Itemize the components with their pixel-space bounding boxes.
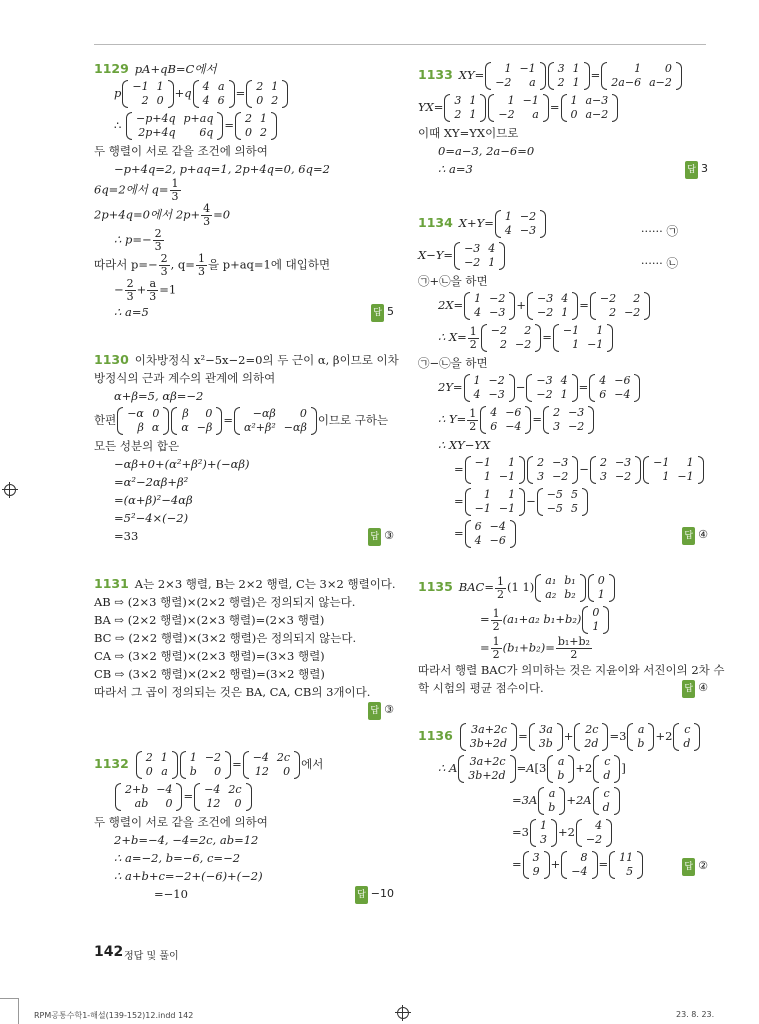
problem-1132: 1132 2 1 0 a 1 −2 b 0 = −4 2c 12 0 에서 2+b −4 ab 0 = −4 2c 12 0 두 행렬이 서로 같을 조건에 의하여 2+b=−4, −4=2c, ab=12 ∴ a=−2, b=−6, c=−2 ∴ a+b+c=−2+(−6)+(−2) =−10 답 −10 [94,749,394,903]
matrix-cell: −1 [132,80,149,93]
left-column [94,60,399,933]
matrix-cell: 4 [474,534,482,547]
matrix-cell: 1 [572,62,580,75]
matrix-cell: 6q [199,126,214,139]
matrix [590,456,641,484]
matrix [547,755,574,783]
matrix-cell: 4 [202,94,210,107]
matrix-cell: 4 [474,306,482,319]
matrix [136,751,178,779]
matrix [464,292,515,320]
matrix [643,456,703,484]
matrix-cell: c [684,723,691,736]
matrix-cell: −2 [490,324,508,337]
matrix [523,851,550,879]
matrix-cell: −4 [204,783,221,796]
matrix-cell: 3a+2c [471,723,508,736]
matrix-cell: a₂ [545,588,557,601]
problem-1136: 1136 3a+2c 3b+2d = 3a 3b + 2c 2d =3 a b +2 c d ∴ A 3a+2c 3b+2d =A[3 a b +2 c d ] =3A a b +2A c d =3 1 3 +2 4 −2 = 3 9 + 8 −4 = 11 5 답 ② [418,723,708,878]
matrix-cell: 3 [553,420,561,433]
problem-number: 1131 [94,576,129,591]
matrix-cell: 1 [483,470,491,483]
matrix-cell: 4 [595,819,603,832]
problem-1131: 1131 A는 2×3 행렬, B는 2×2 행렬, C는 3×2 행렬이다. AB ⇨ (2×3 행렬)×(2×2 행렬)은 정의되지 않는다. BA ⇨ (2×2 행렬)×(2×3 행렬)=(2×3 행렬) BC ⇨ (2×2 행렬)×(3×2 행렬)은 정의되지 않는다. CA ⇨ (3×2 행렬)×(2×3 행렬)=(3×3 행렬) CB ⇨ (3×2 행렬)×(2×2 행렬)=(3×2 행렬) 따라서 그 곱이 정의되는 것은 BA, CA, CB의 3개이다. 답 ③ [94,575,394,719]
matrix-cell: α [151,421,160,434]
matrix-cell: −3 [536,374,553,387]
answer-icon: 답 [371,304,384,322]
matrix [180,751,231,779]
matrix-cell: 3 [539,833,547,846]
matrix-cell: −3 [464,242,481,255]
matrix-cell: a−3 [585,94,609,107]
matrix-cell: −2 [515,338,532,351]
matrix [593,755,620,783]
matrix-cell: 2 [633,292,641,305]
matrix-cell: −2 [624,306,641,319]
crop-mark [18,998,19,1024]
problem-number: 1130 [94,352,129,367]
matrix-cell: 2 [599,456,607,469]
problem-1129: 1129 pA+qB=C에서 p −1 1 2 0 +q 4 a 4 6 = 2 1 0 2 ∴ −p+4q p+aq 2p+4q 6q = 2 1 0 2 두 행렬이 서로 같을 조건에 의하여 −p+4q=2, p+aq=1, 2p+4q=0, 6q=2 6q=2에서 q= $\frac{1}{3}$ 2p+4q=0에서 2p+ $\frac{4}{3}$ =0 ∴ p=− $\frac{2}{3}$ 따라서 p=− $\frac{2}{3}$ , q= $\frac{1}{3}$ 을 p+aq=1에 대입하면 − $\frac{2}{3}$ + $\frac{a}{3}$ =1 ∴ a=5 답 5 [94,60,394,321]
matrix [543,406,594,434]
matrix-cell: −2 [537,306,554,319]
answer-icon: 답 [682,858,695,876]
matrix-cell: 2p+4q [138,126,176,139]
matrix-cell: 4 [490,406,498,419]
matrix-cell: a−2 [585,108,609,121]
fraction: $\frac{a}{3}$ [149,277,157,303]
matrix-cell: 2+b [125,783,149,796]
matrix [194,783,251,811]
problem-number: 1135 [418,579,453,594]
matrix-cell: 1 [572,338,580,351]
matrix [553,324,613,352]
answer-icon: 답 [685,161,698,179]
matrix [593,787,620,815]
matrix [673,723,700,751]
matrix [627,723,654,751]
matrix [574,723,608,751]
matrix-cell: 1 [570,94,578,107]
matrix-cell: −2 [495,76,512,89]
matrix-cell: −1 [498,502,516,515]
answer-icon: 답 [368,528,381,546]
matrix-cell: −6 [614,374,631,387]
answer-badge: 답 −10 [355,885,394,904]
matrix [465,488,525,516]
fraction: $\frac{2}{3}$ [126,277,134,303]
matrix [589,374,640,402]
matrix-cell: 0 [570,108,578,121]
matrix [454,242,505,270]
matrix-cell: 1 [634,62,642,75]
matrix-cell: −3 [537,292,554,305]
matrix-cell: 1 [473,374,481,387]
matrix-cell: 0 [205,407,213,420]
matrix-cell: 0 [245,126,252,139]
matrix-cell: 1 [474,292,482,305]
answer-icon: 답 [355,886,368,904]
matrix [126,112,223,140]
matrix-cell: 2 [245,112,252,125]
matrix-cell: d [603,769,611,782]
matrix-cell: 4 [561,292,569,305]
matrix-cell: 5 [570,502,578,515]
matrix-cell: −1 [562,324,580,337]
matrix [576,819,612,847]
matrix-cell: 0 [664,62,672,75]
matrix-cell: 1 [504,210,512,223]
print-date: 23. 8. 23. [676,1010,715,1019]
matrix-cell: a [161,765,168,778]
matrix-cell: −2 [519,210,537,223]
registration-mark-icon [4,484,16,496]
problem-number: 1134 [418,215,453,230]
matrix-cell: α²+β² [243,421,276,434]
matrix-cell: 8 [580,851,588,864]
problem-1133: 1133 XY= 1 −1 −2 a 3 1 2 1 = 1 0 2a−6 a−2 YX= 3 1 2 1 1 −1 −2 a = 1 a−3 0 a−2 이때 XY=YX이므로 0=a−3, 2a−6=0 ∴ a=3 답 3 [418,60,708,178]
matrix [527,456,578,484]
matrix-cell: b₂ [564,588,576,601]
matrix-cell: b [557,769,565,782]
matrix-cell: 0 [592,606,600,619]
matrix-cell: 1 [561,306,569,319]
matrix-cell: 1 [596,324,604,337]
problem-1130: 1130 이차방정식 x²−5x−2=0의 두 근이 α, β이므로 이차 방정식의 근과 계수의 관계에 의하여 α+β=5, αβ=−2 한편 −α 0 β α β 0 α −β = −αβ 0 α²+β² −αβ 이므로 구하는 모든 성분의 합은 −αβ+0+(α²+β²)+(−αβ) =α²−2αβ+β² =(α+β)²−4αβ =5²−4×(−2) =33 답 ③ [94,351,394,545]
matrix [243,751,300,779]
matrix-cell: −3 [488,388,505,401]
matrix-cell: p+aq [183,112,214,125]
matrix [464,374,515,402]
matrix-cell: 0 [145,765,153,778]
matrix-cell: 2 [500,338,508,351]
matrix-cell: −4 [571,865,588,878]
matrix-cell: 2 [271,94,279,107]
matrix-cell: 2 [557,76,565,89]
matrix [122,80,173,108]
problem-number: 1132 [94,756,129,771]
matrix-cell: c [603,787,610,800]
matrix-cell: 1 [260,112,267,125]
matrix-cell: −2 [552,470,569,483]
matrix-cell: −5 [546,488,563,501]
matrix-cell: 2c [585,723,599,736]
matrix-cell: −3 [519,224,537,237]
matrix-cell: c [604,755,611,768]
matrix-cell: 3 [599,470,607,483]
matrix-cell: 5 [626,865,634,878]
matrix-cell: 1 [469,108,477,121]
matrix-cell: 4 [488,242,496,255]
matrix-cell: 3b+2d [469,737,508,750]
matrix-cell: −2 [498,108,515,121]
answer-badge: 답 ② [682,857,708,876]
matrix-cell: −4 [156,783,173,796]
matrix-cell: 6 [599,388,607,401]
matrix [529,723,563,751]
matrix-cell: −1 [587,338,604,351]
matrix-cell: −2 [489,292,506,305]
matrix-cell: −2 [585,833,603,846]
answer-badge: 답 ④ [682,526,708,545]
matrix [526,374,577,402]
page-number: 142 [94,944,124,960]
fraction: $\frac{4}{3}$ [203,202,211,228]
problem-number: 1129 [94,61,129,76]
matrix-cell: a [548,787,556,800]
fraction: $\frac{2}{3}$ [154,227,162,253]
fraction: $\frac{1}{3}$ [197,252,205,278]
matrix-cell: 4 [599,374,607,387]
right-column [418,60,725,911]
matrix-cell: −β [196,421,213,434]
matrix [495,210,546,238]
matrix-cell: 3 [557,62,565,75]
matrix-cell: 0 [299,407,307,420]
matrix-cell: −4 [505,420,522,433]
matrix-cell: a [529,76,536,89]
matrix-cell: −6 [489,534,506,547]
problem-number: 1133 [418,67,453,82]
matrix-cell: −5 [546,502,563,515]
matrix-cell: 2 [609,306,617,319]
matrix-cell: −2 [488,374,505,387]
matrix-cell: a [218,80,225,93]
matrix-cell: 0 [234,797,242,810]
matrix-cell: 1 [469,94,477,107]
matrix-cell: 1 [592,620,600,633]
matrix-cell: a [557,755,565,768]
matrix-cell: β [182,407,189,420]
matrix-cell: 2 [256,80,264,93]
matrix-cell: b [548,801,556,814]
matrix-cell: 2 [145,751,153,764]
matrix-cell: a [532,108,539,121]
matrix-cell: −2 [536,388,553,401]
matrix-cell: 1 [508,488,516,501]
crop-mark [0,998,18,999]
matrix-cell: 0 [597,574,605,587]
matrix [538,787,565,815]
matrix-cell: −1 [474,502,491,515]
matrix-cell: 9 [532,865,540,878]
matrix [488,94,548,122]
matrix [588,574,615,602]
answer-badge: 답 5 [371,303,394,322]
matrix-cell: 3 [537,470,545,483]
matrix-cell: 2d [584,737,599,750]
footer-label: 정답 및 풀이 [124,951,179,962]
matrix-cell: 2c [276,751,291,764]
matrix [458,755,515,783]
matrix-cell: a₁ [545,574,557,587]
matrix-cell: 4 [473,388,481,401]
matrix-cell: −1 [498,470,516,483]
matrix-cell: 2 [260,126,267,139]
matrix-cell: −3 [489,306,506,319]
matrix-cell: −2 [614,470,632,483]
matrix-cell: 12 [206,797,221,810]
matrix-cell: 12 [254,765,269,778]
matrix-cell: a [637,723,645,736]
matrix-cell: 11 [619,851,634,864]
matrix-cell: a−2 [649,76,672,89]
matrix-cell: 1 [539,819,547,832]
answer-icon: 답 [682,680,695,698]
matrix-cell: 1 [507,94,515,107]
problem-number: 1136 [418,728,453,743]
matrix-cell: b [637,737,645,750]
matrix-cell: 0 [156,94,164,107]
header-rule [94,44,706,45]
matrix-cell: β [137,421,144,434]
matrix-cell: 3a+2c [469,755,506,768]
matrix-cell: b₁ [564,574,576,587]
matrix [561,94,619,122]
matrix-cell: −3 [552,456,569,469]
matrix-cell: 3b+2d [468,769,506,782]
matrix-cell: 2 [454,108,462,121]
matrix-cell: 3 [454,94,462,107]
matrix [548,62,590,90]
matrix [235,112,277,140]
matrix-cell: 4 [560,374,568,387]
matrix-cell: −1 [653,456,670,469]
matrix-cell: 1 [271,80,279,93]
matrix-cell: 1 [508,456,516,469]
answer-badge: 답 ③ [368,701,394,720]
matrix-cell: 1 [156,80,164,93]
matrix-cell: d [602,801,610,814]
matrix-cell: −αβ [283,421,307,434]
matrix [171,407,222,435]
matrix [444,94,486,122]
matrix-cell: 1 [686,456,694,469]
matrix [115,783,182,811]
matrix-cell: −α [127,407,144,420]
matrix-cell: −4 [489,520,506,533]
answer-badge: 답 ④ [682,679,708,698]
answer-badge: 답 3 [685,160,708,179]
matrix-cell: 0 [165,797,173,810]
matrix [609,851,643,879]
registration-mark-icon [397,1007,409,1019]
matrix [234,407,317,435]
matrix [480,406,531,434]
matrix [582,606,609,634]
matrix-cell: 2 [537,456,545,469]
matrix-cell: ab [134,797,149,810]
matrix-cell: −4 [252,751,269,764]
matrix-cell: 1 [189,751,197,764]
matrix [485,62,545,90]
matrix-cell: 1 [488,256,496,269]
matrix-cell: 1 [560,388,568,401]
matrix-cell: −3 [568,406,585,419]
matrix-cell: −1 [519,62,536,75]
matrix-cell: −3 [614,456,632,469]
matrix-cell: 4 [504,224,512,237]
matrix [117,407,169,435]
matrix-cell: 6 [474,520,482,533]
matrix-cell: −2 [568,420,585,433]
matrix-cell: 2 [553,406,561,419]
matrix-cell: −4 [614,388,631,401]
matrix-cell: −p+4q [135,112,176,125]
matrix [561,851,597,879]
matrix-cell: 3b [538,737,553,750]
matrix [465,520,516,548]
fraction: $\frac{2}{3}$ [160,252,168,278]
matrix [246,80,288,108]
matrix [535,574,585,602]
matrix-cell: 2c [228,783,242,796]
matrix-cell: 1 [597,588,605,601]
matrix-cell: d [683,737,691,750]
matrix [481,324,541,352]
matrix [590,292,650,320]
matrix-cell: 3 [532,851,540,864]
matrix [530,819,557,847]
matrix-cell: 5 [570,488,578,501]
matrix-cell: 6 [490,420,498,433]
matrix-cell: 4 [202,80,210,93]
matrix [527,292,578,320]
matrix-cell: α [181,421,189,434]
matrix-cell: −2 [204,751,222,764]
matrix-cell: 1 [662,470,670,483]
matrix-cell: 2a−6 [611,76,642,89]
matrix-cell: 1 [483,488,491,501]
matrix [193,80,235,108]
matrix-cell: 0 [214,765,222,778]
matrix-cell: −6 [505,406,522,419]
matrix-cell: −1 [677,470,694,483]
matrix-cell: 0 [152,407,160,420]
matrix-cell: −1 [474,456,491,469]
matrix-cell: b [189,765,197,778]
matrix-cell: −2 [599,292,617,305]
answer-icon: 답 [682,527,695,545]
problem-1135: 1135 BAC= $\frac{1}{2}$ (1 1) a₁ b₁ a₂ b₂ 0 1 = $\frac{1}{2}$ (a₁+a₂ b₁+b₂) 0 1 = $\frac{1}{2}$ (b₁+b₂)= $\frac{\text{b₁+b₂}}{2}$ 따라서 행렬 BAC가 의미하는 것은 지윤이와 서진이의 2차 수 학 시험의 평균 점수이다. 답 ④ [418,572,708,697]
matrix [465,456,525,484]
matrix [601,62,682,90]
matrix-cell: 6 [217,94,225,107]
matrix-cell: 0 [283,765,291,778]
matrix-cell: 3a [539,723,553,736]
matrix-cell: 1 [160,751,168,764]
matrix-cell: −αβ [252,407,276,420]
fraction: $\frac{1}{3}$ [171,177,179,203]
matrix-cell: 2 [141,94,149,107]
matrix-cell: 2 [524,324,532,337]
answer-badge: 답 ③ [368,527,394,546]
matrix-cell: 1 [504,62,512,75]
matrix-cell: −1 [522,94,539,107]
matrix [460,723,517,751]
matrix-cell: −2 [464,256,481,269]
answer-icon: 답 [368,702,381,720]
matrix-cell: 1 [572,76,580,89]
matrix-cell: 0 [256,94,264,107]
matrix [537,488,588,516]
problem-1134: 1134 X+Y= 1 −2 4 −3 ······ ㉠ X−Y= −3 4 −2 1 ······ ㉡ ㉠+㉡을 하면 2X= 1 −2 4 −3 + −3 4 −2 1 = −2 2 2 −2 ∴ X= $\frac{1}{2}$ −2 2 2 −2 = −1 1 1 −1 ㉠−㉡을 하면 2Y= 1 −2 4 −3 − −3 4 −2 1 = 4 −6 6 −4 ∴ Y= $\frac{1}{2}$ 4 −6 6 −4 = 2 −3 3 −2 ∴ XY−YX = −1 1 1 −1 2 −3 3 −2 − 2 −3 3 −2 −1 1 1 −1 = 1 1 −1 −1 − −5 5 −5 5 = 6 −4 4 −6 답 ④ [418,210,708,547]
print-slug: RPM공통수학1-해설(139-152)12.indd 142 [34,1011,194,1020]
